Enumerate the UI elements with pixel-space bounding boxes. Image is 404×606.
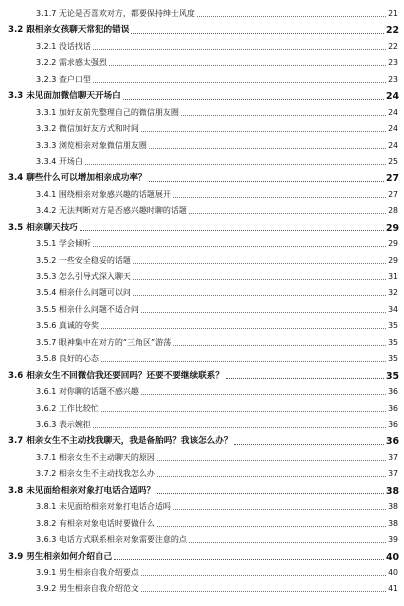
toc-subsection-entry[interactable] xyxy=(0,109,404,125)
toc-entry-label: 3.8 未见面给相亲对象打电话合适吗？ xyxy=(8,485,156,496)
toc-leader-dots xyxy=(173,345,386,346)
toc-page-number: 39 xyxy=(388,535,398,545)
toc-leader-dots xyxy=(101,328,386,329)
toc-section-entry[interactable] xyxy=(0,92,404,108)
toc-section-entry[interactable] xyxy=(0,437,404,453)
toc-page-number: 35 xyxy=(385,370,399,382)
toc-page-number: 40 xyxy=(385,551,399,563)
toc-entry-label: 3.6.3 电话方式联系相亲对象需要注意的点 xyxy=(36,535,187,545)
toc-entry-label: 3.5 相亲聊天技巧 xyxy=(8,222,78,233)
toc-leader-dots xyxy=(131,33,384,34)
toc-entry-label: 3.5.6 真诚的夸奖 xyxy=(36,321,99,331)
toc-entry-label: 3.6.2 工作比较忙 xyxy=(36,403,99,413)
toc-page-number: 22 xyxy=(388,41,398,51)
toc-subsection-entry[interactable] xyxy=(0,289,404,305)
toc-leader-dots xyxy=(157,460,386,461)
toc-page-number: 24 xyxy=(385,91,399,103)
toc-entry-label: 3.2.2 需求感太强烈 xyxy=(36,58,107,68)
toc-subsection-entry[interactable] xyxy=(0,191,404,207)
toc-subsection-entry[interactable] xyxy=(0,470,404,486)
toc-entry-label: 3.3.3 浏览相亲对象微信朋友圈 xyxy=(36,140,147,150)
toc-subsection-entry[interactable] xyxy=(0,536,404,552)
toc-entry-label: 3.8.1 未见面给相亲对象打电话合适吗 xyxy=(36,502,171,512)
toc-page-number: 21 xyxy=(388,9,398,18)
toc-leader-dots xyxy=(141,394,386,395)
toc-section-entry[interactable] xyxy=(0,224,404,240)
toc-leader-dots xyxy=(93,427,386,428)
toc-leader-dots xyxy=(149,181,384,182)
toc-entry-label: 3.6.1 对你聊的话题不感兴趣 xyxy=(36,387,139,397)
toc-page-number: 36 xyxy=(388,403,398,413)
toc-subsection-entry[interactable] xyxy=(0,306,404,322)
toc-entry-label: 3.3.1 加好友前先整理自己的微信朋友圈 xyxy=(36,107,179,117)
toc-subsection-entry[interactable] xyxy=(0,207,404,223)
toc-page-number: 24 xyxy=(388,140,398,150)
toc-page-number: 23 xyxy=(388,58,398,68)
toc-page-number: 37 xyxy=(388,452,398,462)
toc-entry-label: 3.5.2 一些安全稳妥的话题 xyxy=(36,255,131,265)
toc-subsection-entry[interactable] xyxy=(0,142,404,158)
toc-entry-label: 3.5.3 怎么引导式深入聊天 xyxy=(36,272,131,282)
toc-section-entry[interactable] xyxy=(0,174,404,190)
toc-page-number: 35 xyxy=(388,337,398,347)
toc-page-number: 38 xyxy=(388,502,398,512)
toc-page-number: 31 xyxy=(388,272,398,282)
toc-entry-label: 3.3.4 开场白 xyxy=(36,156,83,166)
toc-page-number: 29 xyxy=(388,255,398,265)
toc-entry-label: 3.7.1 相亲女生不主动聊天的原因 xyxy=(36,452,155,462)
toc-page-number: 38 xyxy=(388,518,398,528)
toc-subsection-entry[interactable] xyxy=(0,43,404,59)
toc-subsection-entry[interactable] xyxy=(0,125,404,141)
toc-leader-dots xyxy=(141,591,386,592)
toc-entry-label: 3.5.8 良好的心态 xyxy=(36,354,99,364)
toc-page-number: 22 xyxy=(385,25,399,37)
toc-page-number: 34 xyxy=(388,304,398,314)
toc-section-entry[interactable] xyxy=(0,372,404,388)
toc-subsection-entry[interactable] xyxy=(0,454,404,470)
toc-leader-dots xyxy=(197,16,386,17)
toc-leader-dots xyxy=(141,575,386,576)
toc-entry-label: 3.9.2 男生相亲自我介绍范文 xyxy=(36,584,139,594)
toc-leader-dots xyxy=(133,295,386,296)
toc-subsection-entry[interactable] xyxy=(0,421,404,437)
toc-entry-label: 3.7.2 相亲女生不主动找我怎么办 xyxy=(36,469,155,479)
toc-page-number: 36 xyxy=(385,436,399,448)
toc-entry-label: 3.5.5 相亲什么问题不适合问 xyxy=(36,304,139,314)
toc-entry-label: 3.3 未见面加微信聊天开场白 xyxy=(8,91,121,102)
toc-leader-dots xyxy=(133,263,386,264)
toc-subsection-entry[interactable] xyxy=(0,322,404,338)
toc-page-number: 40 xyxy=(388,567,398,577)
toc-section-entry[interactable] xyxy=(0,26,404,42)
toc-page-number: 32 xyxy=(388,288,398,298)
toc-leader-dots xyxy=(109,65,386,66)
toc-entry-label: 3.8.2 有相亲对象电话时要做什么 xyxy=(36,518,155,528)
toc-entry-label: 3.5.1 学会倾听 xyxy=(36,239,91,249)
toc-entry-label: 3.2.3 查户口型 xyxy=(36,74,91,84)
toc-entry-label: 3.5.4 相亲什么问题可以问 xyxy=(36,288,131,298)
toc-leader-dots xyxy=(226,378,384,379)
toc-subsection-entry[interactable] xyxy=(0,59,404,75)
toc-leader-dots xyxy=(93,246,386,247)
toc-leader-dots xyxy=(80,230,384,231)
toc-subsection-entry[interactable] xyxy=(0,520,404,536)
toc-entry-label: 3.5.7 眼神集中在对方的“三角区”游荡 xyxy=(36,337,172,347)
toc-entry-label: 3.4 聊些什么可以增加相亲成功率？ xyxy=(8,173,147,184)
toc-page-number: 35 xyxy=(388,321,398,331)
toc-leader-dots xyxy=(133,279,386,280)
toc-entry-label: 3.3.2 微信加好友方式和时间 xyxy=(36,124,139,134)
toc-entry-label: 3.9 男生相亲如何介绍自己 xyxy=(8,551,113,562)
toc-page-number: 38 xyxy=(385,485,399,497)
toc-subsection-entry[interactable] xyxy=(0,240,404,256)
toc-leader-dots xyxy=(141,131,386,132)
toc-page-number: 29 xyxy=(385,222,399,234)
toc-leader-dots xyxy=(93,49,386,50)
toc-page-number: 28 xyxy=(388,206,398,216)
toc-leader-dots xyxy=(157,526,386,527)
toc-leader-dots xyxy=(101,411,386,412)
toc-leader-dots xyxy=(189,213,386,214)
toc-subsection-entry[interactable] xyxy=(0,10,404,26)
toc-entry-label: 3.4.1 围绕相亲对象感兴趣的话题展开 xyxy=(36,189,171,199)
toc-page-number: 29 xyxy=(388,239,398,249)
toc-leader-dots xyxy=(114,559,384,560)
toc-leader-dots xyxy=(93,82,386,83)
toc-leader-dots xyxy=(173,197,386,198)
toc-subsection-entry[interactable] xyxy=(0,76,404,92)
toc-page-number: 25 xyxy=(388,156,398,166)
toc-page-number: 41 xyxy=(388,584,398,594)
toc-page-number: 24 xyxy=(388,107,398,117)
toc-entry-label: 3.6 相亲女生不回微信我还要回吗？还要不要继续联系？ xyxy=(8,370,224,381)
toc-subsection-entry[interactable] xyxy=(0,569,404,585)
toc-page-number: 27 xyxy=(388,189,398,199)
toc-leader-dots xyxy=(173,509,386,510)
toc-leader-dots xyxy=(157,476,386,477)
toc-subsection-entry[interactable] xyxy=(0,585,404,601)
toc-entry-label: 3.7 相亲女生不主动找我聊天，我是备胎吗？我该怎么办？ xyxy=(8,436,233,447)
toc-leader-dots xyxy=(123,99,384,100)
toc-leader-dots xyxy=(101,361,386,362)
toc-leader-dots xyxy=(234,444,383,445)
toc-entry-label: 3.4.2 无法判断对方是否感兴趣时聊的话题 xyxy=(36,206,187,216)
toc-subsection-entry[interactable] xyxy=(0,503,404,519)
toc-subsection-entry[interactable] xyxy=(0,257,404,273)
toc-entry-label: 3.2.1 没话找话 xyxy=(36,41,91,51)
toc-entry-label: 3.6.3 表示婉拒 xyxy=(36,420,91,429)
toc-page-number: 27 xyxy=(385,173,399,185)
toc-section-entry[interactable] xyxy=(0,553,404,569)
toc-section-entry[interactable] xyxy=(0,487,404,503)
toc-subsection-entry[interactable] xyxy=(0,355,404,371)
toc-page-number: 36 xyxy=(388,387,398,397)
toc-leader-dots xyxy=(149,148,386,149)
toc-leader-dots xyxy=(85,164,386,165)
toc-entry-label: 3.2 跟相亲女孩聊天常犯的错误 xyxy=(8,25,130,36)
toc-page-number: 36 xyxy=(388,420,398,429)
toc-page-number: 35 xyxy=(388,354,398,364)
toc-leader-dots xyxy=(181,115,386,116)
toc-leader-dots xyxy=(189,542,386,543)
toc-subsection-entry[interactable] xyxy=(0,388,404,404)
toc-page-number: 24 xyxy=(388,124,398,134)
toc-entry-label: 3.9.1 男生相亲自我介绍要点 xyxy=(36,567,139,577)
toc-subsection-entry[interactable] xyxy=(0,158,404,174)
toc-subsection-entry[interactable] xyxy=(0,339,404,355)
toc-page-number: 37 xyxy=(388,469,398,479)
toc-page-number: 23 xyxy=(388,74,398,84)
toc-subsection-entry[interactable] xyxy=(0,273,404,289)
toc-leader-dots xyxy=(157,493,384,494)
toc-leader-dots xyxy=(141,312,386,313)
toc-subsection-entry[interactable] xyxy=(0,405,404,421)
toc-entry-label: 3.1.7 无论是否喜欢对方，都要保持绅士风度 xyxy=(36,9,195,18)
